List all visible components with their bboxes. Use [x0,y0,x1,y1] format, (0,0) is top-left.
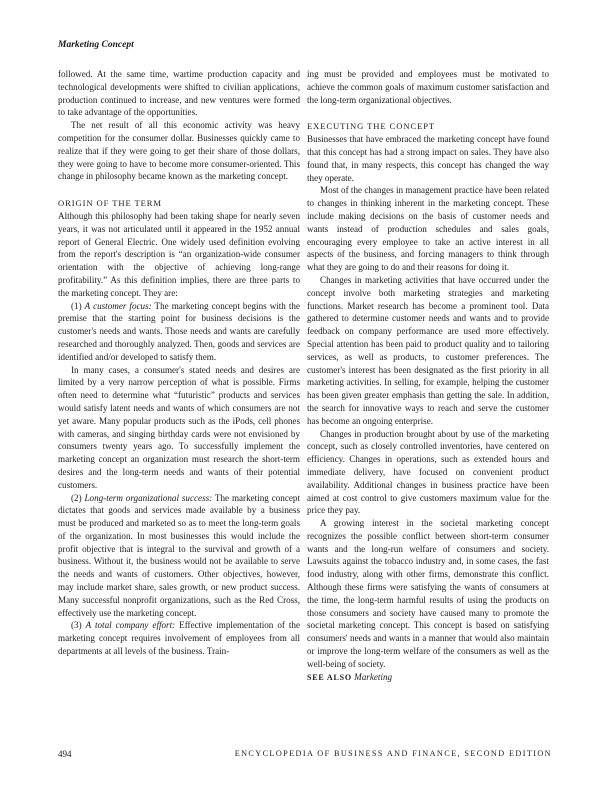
list-body: The marketing concept begins with the premise that the starting point for business decisions is the customer's needs and wants. Those needs and wants are carefully researched and thoroughly analyzed. Then, goods and services are identified and/or developed to satisfy them. [58,300,301,362]
running-head: Marketing Concept [58,40,134,50]
see-also-link[interactable]: Marketing [354,671,393,682]
list-number: (1) [71,300,85,311]
paragraph: Changes in production brought about by use of the marketing concept, such as closely controlled inventories, have centered on efficiency. Changes in operations, such as extended hours and immediate delivery, have focused on convenient product availability. Additional changes in business practice have been aimed at cost control to give customers maximum value for the price they pay. [307,428,549,516]
list-term: A total company effort: [85,620,176,631]
page-number: 494 [58,749,72,759]
paragraph: ing must be provided and employees must be motivated to achieve the common goals of maximum customer satisfaction and the long-term organizational objectives. [307,69,549,105]
paragraph: In many cases, a consumer's stated needs and desires are limited by a very narrow perception of what is possible. Firms often need to determine what “futuristic” products and services would satisfy latent needs and wants of which consumers are not yet aware. Many popular products such as the iPods, cell phones with cameras, and singing birthday cards were not envisioned by consumers twenty years ago. To successfully implement the marketing concept an organization must research the short-term desires and the long-term needs and wants of their potential customers. [58,364,300,490]
page-footer [58,749,552,759]
publication-title: ENCYCLOPEDIA OF BUSINESS AND FINANCE, SECOND EDITION [234,749,552,758]
list-number: (3) [71,620,86,631]
left-column [58,68,300,658]
right-column [307,68,549,684]
paragraph: The net result of all this economic activity was heavy competition for the consumer dollar. Businesses quickly came to realize that if they were going to get their share of those dollars, they were going to have to become more consumer-oriented. This change in philosophy became known as the marketing concept. [58,120,300,182]
see-also [307,671,549,685]
section-heading-origin: ORIGIN OF THE TERM [58,198,162,209]
paragraph: Changes in marketing activities that have occurred under the concept involve both marketing strategies and marketing functions. Market research has become a prominent tool. Data gathered to determine customer needs and wants and to provide feedback on company performance are used more effectively. Special attention has been paid to product quality and to tailoring services, as well as products, to customer preferences. The customer's interest has been designated as the first priority in all marketing activities. In selling, for example, helping the customer has been given greater emphasis than getting the sale. In addition, the search for innovative ways to reach and serve the customer has become an ongoing enterprise. [307,274,549,426]
list-term: Long-term organizational success: [84,492,213,503]
paragraph-customer-focus [58,300,300,364]
paragraph-long-term-success [58,492,300,620]
paragraph: Most of the changes in management practice have been related to changes in thinking inherent in the marketing concept. These include making decisions on the basis of customer needs and wants instead of production schedules and sales goals, encouraging every employee to take an active interest in all aspects of the business, and forcing managers to think through what they are going to do and their reasons for doing it. [307,185,549,273]
paragraph: Although this philosophy had been taking shape for nearly seven years, it was not articulated until it appeared in the 1952 annual report of General Electric. One widely used definition evolving from the report's description is “an organization-wide consumer orientation with the objective of achieving long-range profitability.” As this definition implies, there are three parts to the marketing concept. They are: [58,210,300,298]
paragraph-total-company-effort [58,619,300,657]
list-body: The marketing concept dictates that goods and services made available by a business must be produced and marketed so as to meet the long-term goals of the organization. In most businesses this would include the profit objective that is integral to the survival and growth of a business. Without it, the business would not be available to serve the needs and wants of customers. Other objectives, however, may include market share, sales growth, or new product success. Many successful nonprofit organizations, such as the Red Cross, effectively use the marketing concept. [58,492,300,618]
list-term: A customer focus: [84,300,152,311]
list-body: Effective implementation of the marketing concept requires involvement of employees from all departments at all levels of the business. Train- [58,620,300,657]
section-heading-executing: EXECUTING THE CONCEPT [307,121,436,132]
list-number: (2) [71,492,85,503]
paragraph: A growing interest in the societal marketing concept recognizes the possible conflict between short-term consumer wants and the long-run welfare of consumers and society. Lawsuits against the tobacco industry and, in some cases, the fast food industry, along with other firms, demonstrate this conflict. Although these firms were satisfying the wants of consumers at the time, the long-term harmful results of using the products on those consumers and society have caused many to promote the societal marketing concept. This concept is based on satisfying consumers' needs and wants in a manner that would also maintain or improve the long-term welfare of the consumers as well as the well-being of society. [307,518,549,669]
see-also-label: SEE ALSO [307,672,352,682]
paragraph: followed. At the same time, wartime production capacity and technological developments were shifted to civilian applications, production continued to increase, and new ventures were formed to take advantage of the opportunities. [58,69,300,118]
paragraph: Businesses that have embraced the marketing concept have found that this concept has had a strong impact on sales. They have also found that, in many respects, this concept has changed the way they operate. [307,134,549,183]
